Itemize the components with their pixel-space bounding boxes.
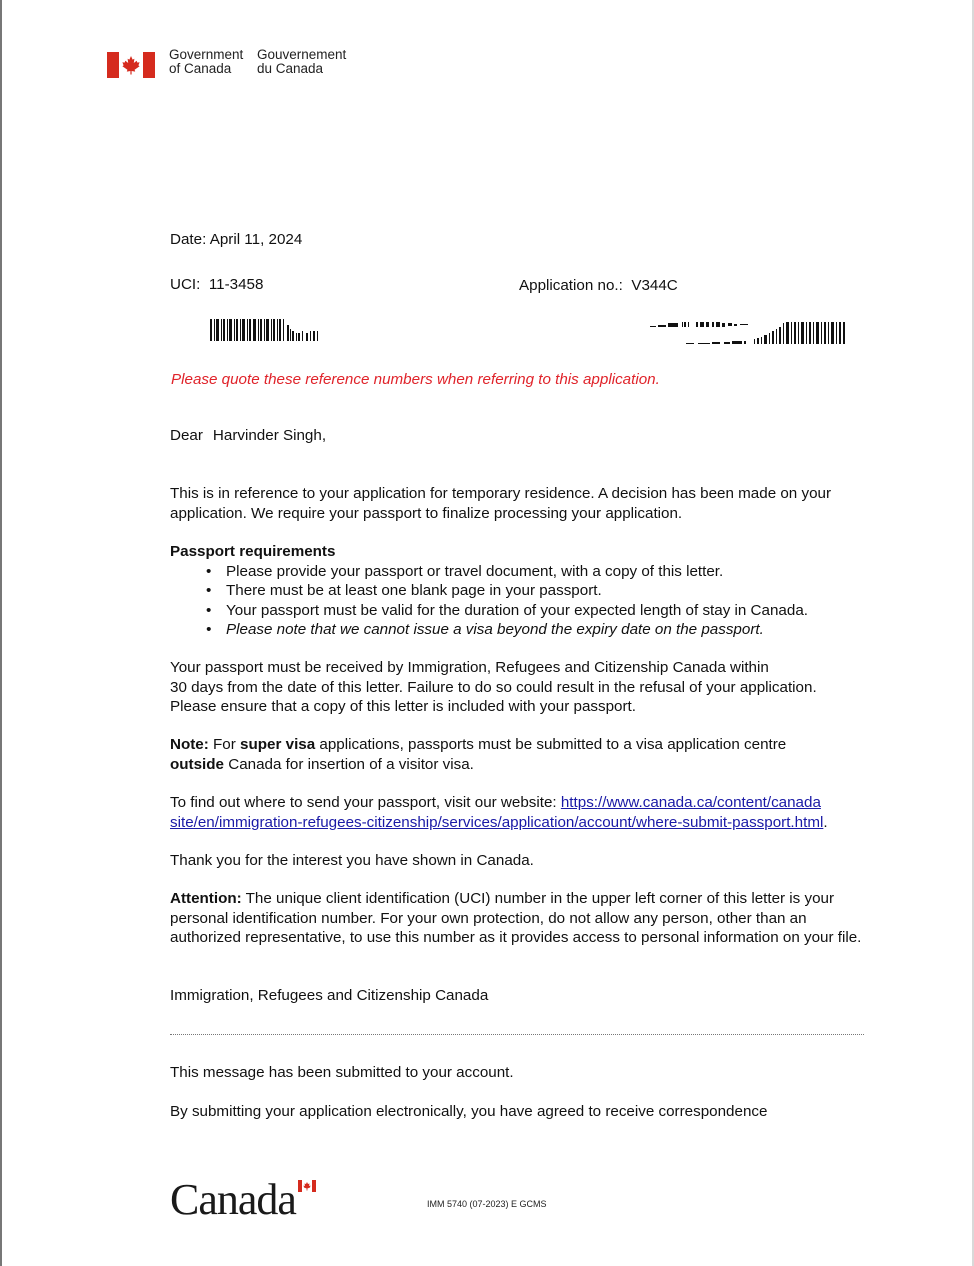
signoff: Immigration, Refugees and Citizenship Canada (170, 987, 489, 1004)
application-barcode (650, 319, 846, 345)
deadline-line1: Your passport must be received by Immigration, Refugees and Citizenship Canada within (170, 659, 769, 676)
deadline-line3: Please ensure that a copy of this letter is included with your passport. (170, 698, 636, 715)
note-super-visa: super visa (240, 736, 316, 753)
wordmark-flag-icon (298, 1180, 316, 1192)
electronic-consent-text: By submitting your application electronically, you have agreed to receive correspondence (170, 1103, 768, 1120)
application-number-line (519, 276, 678, 296)
page-edge-left (0, 0, 2, 1266)
form-code: IMM 5740 (07-2023) E GCMS (427, 1199, 547, 1209)
canada-wordmark-text: Canada (170, 1175, 296, 1224)
government-signature (107, 48, 357, 78)
uci-line (170, 275, 263, 295)
salutation: Dear (170, 427, 203, 444)
recipient-name: Harvinder Singh, (212, 427, 327, 444)
uci-barcode (210, 319, 322, 343)
submitted-message: This message has been submitted to your account. (170, 1064, 514, 1081)
uci-label: UCI: (170, 276, 201, 293)
attention-text: The unique client identification (UCI) number in the upper left corner of this letter is your personal identification number. For your own protection, do not allow any person, other than an authorized representative, to use this number as it provides access to personal information on your file. (170, 890, 862, 946)
list-item: • There must be at least one blank page in your passport. (226, 581, 870, 601)
deadline-line2: 30 days from the date of this letter. Failure to do so could result in the refusal of your application. (170, 678, 817, 696)
dotted-divider (170, 1034, 864, 1035)
application-number-label: Application no.: (519, 277, 623, 294)
intro-paragraph: This is in reference to your application for temporary residence. A decision has been made on your application. We require your passport to finalize processing your application. (170, 485, 832, 522)
link-line2[interactable]: site/en/immigration-refugees-citizenship/services/application/account/where-submit-passport.html (170, 813, 824, 831)
attention-paragraph (170, 889, 870, 948)
note-outside: outside (170, 755, 225, 773)
requirements-heading: Passport requirements (170, 543, 336, 560)
date-label: Date: (170, 231, 207, 248)
gov-en-line2: of Canada (169, 61, 232, 76)
note-text: For (208, 736, 241, 753)
greeting (170, 426, 326, 446)
date-line (170, 230, 302, 250)
date-value: April 11, 2024 (209, 231, 303, 248)
super-visa-note (170, 735, 870, 774)
passport-requirements (170, 542, 870, 640)
attention-label: Attention: (170, 890, 242, 907)
website-paragraph (170, 793, 870, 832)
list-item: • Your passport must be valid for the duration of your expected length of stay in Canada. (226, 601, 870, 621)
deadline-paragraph (170, 658, 870, 717)
note-label: Note: (170, 736, 209, 753)
link-line1[interactable]: https://www.canada.ca/content/canada (560, 794, 821, 811)
thank-you-paragraph: Thank you for the interest you have shown in Canada. (170, 852, 534, 869)
website-text: To find out where to send your passport, visit our website: (170, 794, 561, 811)
gov-fr-line1: Gouvernement (257, 47, 347, 62)
gov-en-line1: Government (169, 47, 244, 62)
canada-flag-icon (107, 52, 155, 78)
uci-value: 11-3458 (208, 276, 264, 293)
gov-fr-line2: du Canada (257, 61, 324, 76)
canada-wordmark-logo (170, 1176, 320, 1224)
link-period: . (823, 813, 828, 831)
application-number-value: V344C (631, 277, 678, 294)
note-text: applications, passports must be submitted to a visa application centre (315, 736, 787, 753)
requirements-list (170, 562, 870, 640)
list-item: • Please note that we cannot issue a visa beyond the expiry date on the passport. (226, 620, 870, 640)
list-item: • Please provide your passport or travel document, with a copy of this letter. (226, 562, 870, 582)
note-text: Canada for insertion of a visitor visa. (224, 755, 474, 773)
reference-quote-note: Please quote these reference numbers when referring to this application. (171, 371, 660, 388)
